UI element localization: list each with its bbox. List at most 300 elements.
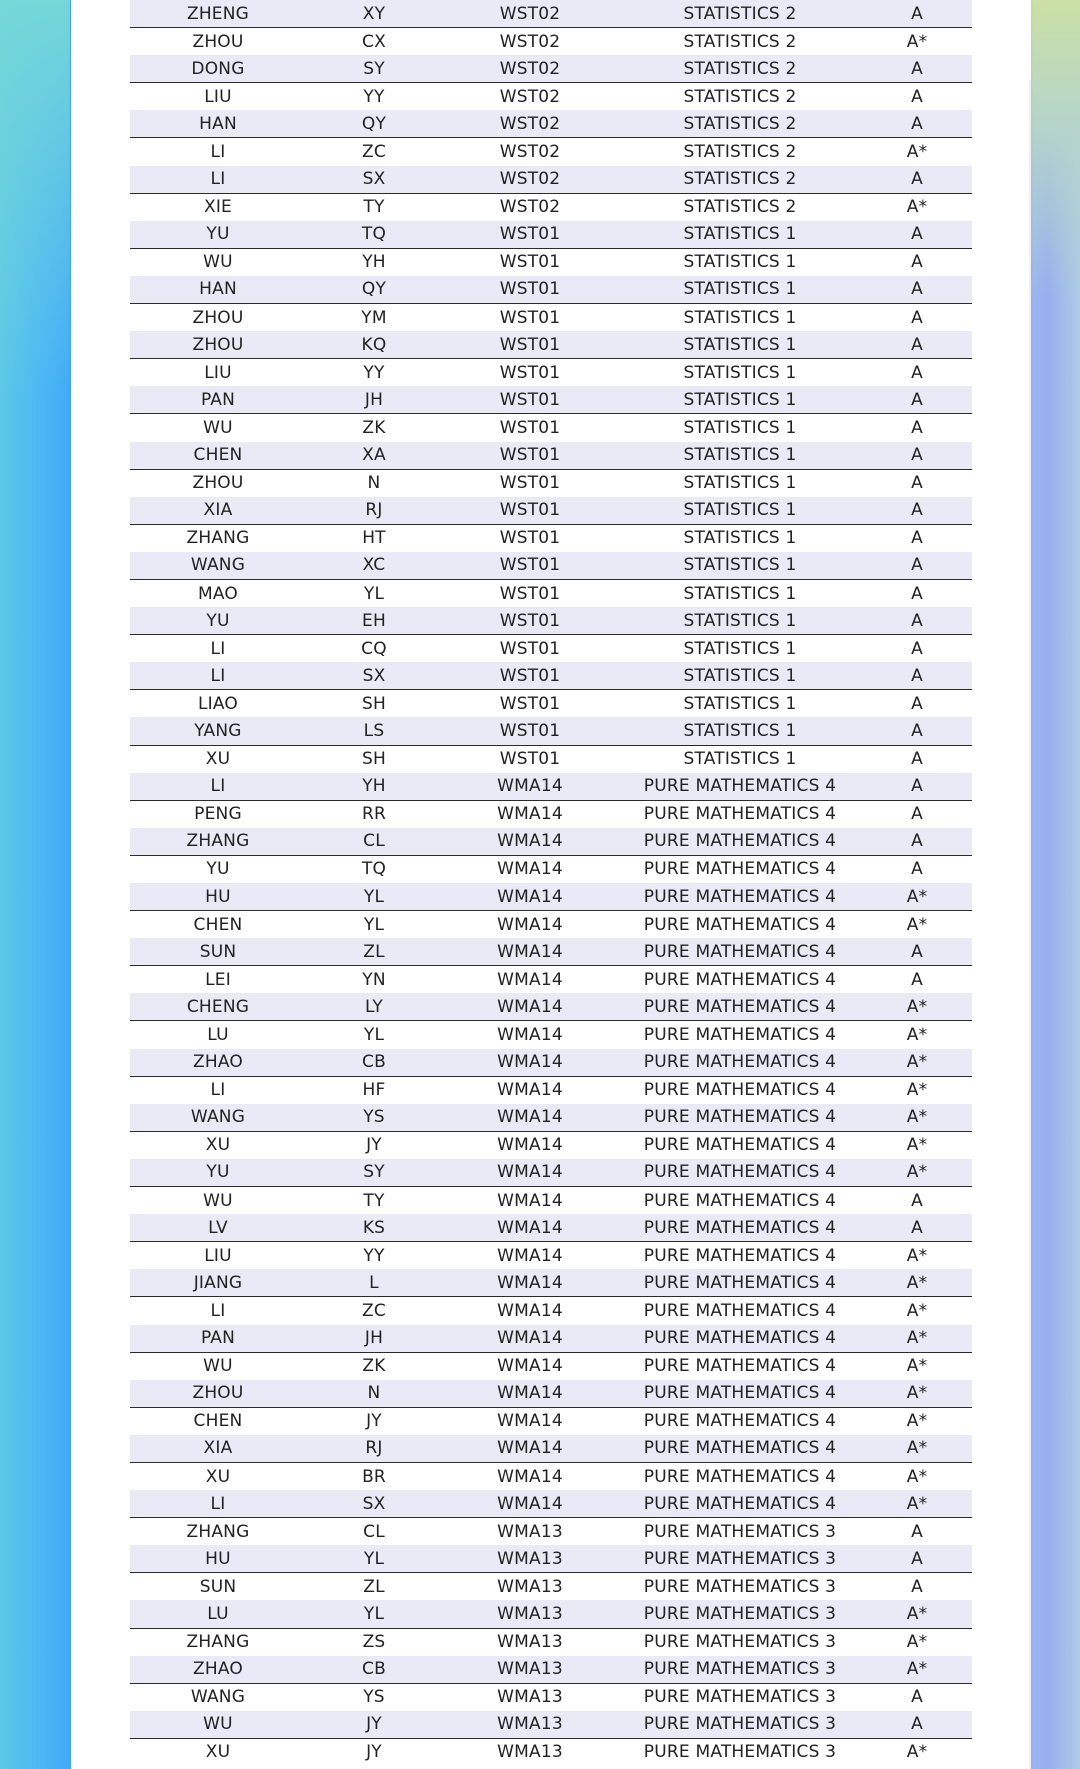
unit-code-cell: WMA14 — [497, 1162, 563, 1183]
initials-cell: YY — [306, 359, 442, 387]
grade-cell: A — [862, 469, 972, 497]
table-row — [130, 28, 972, 56]
table-row — [130, 800, 972, 828]
table-row — [130, 110, 972, 138]
table-row — [130, 1076, 972, 1104]
subject-cell: STATISTICS 1 — [618, 635, 862, 663]
unit-code-cell: WMA13 — [442, 1628, 618, 1656]
grade-cell: A* — [906, 886, 928, 907]
initials-cell: SY — [363, 58, 385, 79]
table-row — [130, 414, 972, 442]
subject-cell: STATISTICS 2 — [618, 83, 862, 111]
surname-cell: XU — [130, 1738, 306, 1766]
initials-cell: TQ — [361, 224, 387, 245]
unit-code-cell: WMA14 — [442, 855, 618, 883]
results-table-body — [130, 0, 972, 1766]
unit-code-cell: WST01 — [442, 524, 618, 552]
surname-cell: YU — [206, 610, 230, 631]
table-row — [130, 524, 972, 552]
grade-cell: A — [862, 248, 972, 276]
unit-code-cell: WST01 — [442, 690, 618, 718]
initials-cell: ZK — [306, 1352, 442, 1380]
grade-cell: A* — [862, 1297, 972, 1325]
surname-cell: XIA — [203, 1438, 233, 1459]
initials-cell: YN — [306, 966, 442, 994]
surname-cell: JIANG — [193, 1272, 243, 1293]
subject-cell: PURE MATHEMATICS 4 — [643, 1438, 837, 1459]
subject-cell: PURE MATHEMATICS 4 — [618, 1021, 862, 1049]
initials-cell: XY — [362, 3, 386, 24]
table-row — [130, 331, 972, 359]
surname-cell: LIU — [130, 1242, 306, 1270]
surname-cell: WU — [130, 1187, 306, 1215]
unit-code-cell: WST01 — [499, 610, 561, 631]
grade-cell: A* — [862, 1021, 972, 1049]
grade-cell: A — [862, 1683, 972, 1711]
initials-cell: RR — [306, 800, 442, 828]
grade-cell: A — [911, 665, 923, 686]
table-row — [130, 359, 972, 387]
surname-cell: ZHANG — [130, 524, 306, 552]
table-row — [130, 138, 972, 166]
subject-cell: STATISTICS 1 — [618, 745, 862, 773]
unit-code-cell: WMA14 — [497, 1328, 563, 1349]
grade-cell: A — [911, 279, 923, 300]
unit-code-cell: WST02 — [442, 138, 618, 166]
table-row — [130, 304, 972, 332]
unit-code-cell: WMA14 — [497, 886, 563, 907]
surname-cell: CHEN — [130, 911, 306, 939]
initials-cell: JY — [306, 1131, 442, 1159]
grade-cell: A — [911, 58, 923, 79]
initials-cell: YY — [306, 1242, 442, 1270]
surname-cell: WANG — [190, 1107, 246, 1128]
subject-cell: PURE MATHEMATICS 4 — [618, 1187, 862, 1215]
grade-cell: A — [911, 169, 923, 190]
subject-cell: PURE MATHEMATICS 4 — [643, 1052, 837, 1073]
surname-cell: ZHANG — [130, 1518, 306, 1546]
table-row — [130, 552, 972, 580]
subject-cell: STATISTICS 1 — [683, 720, 797, 741]
unit-code-cell: WST01 — [442, 248, 618, 276]
initials-cell: YH — [362, 776, 386, 797]
unit-code-cell: WMA13 — [442, 1738, 618, 1766]
subject-cell: PURE MATHEMATICS 4 — [643, 996, 837, 1017]
grade-cell: A* — [906, 1107, 928, 1128]
surname-cell: XU — [130, 745, 306, 773]
unit-code-cell: WST01 — [442, 359, 618, 387]
unit-code-cell: WST01 — [499, 279, 561, 300]
surname-cell: XU — [130, 1131, 306, 1159]
subject-cell: PURE MATHEMATICS 4 — [643, 831, 837, 852]
surname-cell: LEI — [130, 966, 306, 994]
table-row — [130, 1297, 972, 1325]
grade-cell: A — [862, 414, 972, 442]
subject-cell: STATISTICS 1 — [683, 665, 797, 686]
surname-cell: LI — [210, 1493, 226, 1514]
surname-cell: ZHAO — [193, 1052, 243, 1073]
unit-code-cell: WMA13 — [497, 1548, 563, 1569]
subject-cell: PURE MATHEMATICS 4 — [618, 1352, 862, 1380]
unit-code-cell: WST01 — [442, 745, 618, 773]
surname-cell: HU — [205, 1548, 231, 1569]
subject-cell: STATISTICS 2 — [683, 169, 797, 190]
subject-cell: STATISTICS 1 — [618, 690, 862, 718]
unit-code-cell: WMA14 — [497, 941, 563, 962]
table-row — [130, 1021, 972, 1049]
grade-cell: A* — [906, 1272, 928, 1293]
grade-cell: A* — [862, 1462, 972, 1490]
subject-cell: PURE MATHEMATICS 3 — [618, 1573, 862, 1601]
initials-cell: CL — [306, 1518, 442, 1546]
initials-cell: YM — [306, 304, 442, 332]
initials-cell: JY — [366, 1714, 382, 1735]
unit-code-cell: WMA14 — [442, 1407, 618, 1435]
unit-code-cell: WMA14 — [442, 966, 618, 994]
subject-cell: STATISTICS 1 — [683, 445, 797, 466]
initials-cell: YH — [306, 248, 442, 276]
grade-cell: A — [911, 720, 923, 741]
initials-cell: N — [306, 469, 442, 497]
table-row — [130, 1407, 972, 1435]
unit-code-cell: WMA14 — [497, 1217, 563, 1238]
initials-cell: JH — [364, 389, 384, 410]
table-row — [130, 993, 972, 1021]
unit-code-cell: WST01 — [499, 445, 561, 466]
table-row — [130, 469, 972, 497]
unit-code-cell: WMA14 — [497, 1383, 563, 1404]
grade-cell: A — [911, 776, 923, 797]
table-row — [130, 1738, 972, 1766]
unit-code-cell: WST01 — [499, 389, 561, 410]
grade-cell: A — [862, 359, 972, 387]
surname-cell: LI — [130, 635, 306, 663]
initials-cell: CX — [306, 28, 442, 56]
surname-cell: ZHOU — [130, 28, 306, 56]
surname-cell: DONG — [191, 58, 245, 79]
surname-cell: WU — [130, 414, 306, 442]
initials-cell: CB — [362, 1659, 386, 1680]
subject-cell: STATISTICS 1 — [683, 500, 797, 521]
initials-cell: SH — [306, 690, 442, 718]
subject-cell: PURE MATHEMATICS 4 — [643, 1162, 837, 1183]
unit-code-cell: WST01 — [499, 500, 561, 521]
subject-cell: STATISTICS 1 — [618, 304, 862, 332]
table-row — [130, 1049, 972, 1077]
surname-cell: HAN — [199, 279, 237, 300]
table-row — [130, 1435, 972, 1463]
subject-cell: STATISTICS 2 — [618, 28, 862, 56]
subject-cell: STATISTICS 1 — [683, 279, 797, 300]
initials-cell: TY — [306, 1187, 442, 1215]
unit-code-cell: WMA13 — [442, 1518, 618, 1546]
initials-cell: KS — [362, 1217, 386, 1238]
table-row — [130, 745, 972, 773]
grade-cell: A* — [862, 1352, 972, 1380]
table-row — [130, 1600, 972, 1628]
grade-cell: A* — [906, 1383, 928, 1404]
unit-code-cell: WST02 — [499, 169, 561, 190]
grade-cell: A — [911, 224, 923, 245]
surname-cell: LI — [130, 138, 306, 166]
grade-cell: A — [862, 304, 972, 332]
unit-code-cell: WST01 — [442, 414, 618, 442]
unit-code-cell: WST02 — [499, 113, 561, 134]
unit-code-cell: WMA13 — [497, 1603, 563, 1624]
subject-cell: PURE MATHEMATICS 4 — [618, 1076, 862, 1104]
surname-cell: ZHOU — [192, 1383, 244, 1404]
initials-cell: YS — [363, 1107, 385, 1128]
table-row — [130, 221, 972, 249]
unit-code-cell: WMA14 — [442, 800, 618, 828]
initials-cell: KQ — [361, 334, 387, 355]
grade-cell: A — [862, 745, 972, 773]
grade-cell: A* — [906, 996, 928, 1017]
surname-cell: MAO — [130, 579, 306, 607]
page-edge — [1029, 80, 1031, 1769]
grade-cell: A* — [862, 1628, 972, 1656]
surname-cell: SUN — [199, 941, 237, 962]
unit-code-cell: WST02 — [499, 3, 561, 24]
initials-cell: ZK — [306, 414, 442, 442]
grade-cell: A — [911, 610, 923, 631]
grade-cell: A* — [906, 1493, 928, 1514]
subject-cell: PURE MATHEMATICS 4 — [643, 1272, 837, 1293]
surname-cell: LIAO — [130, 690, 306, 718]
grade-cell: A* — [906, 1162, 928, 1183]
surname-cell: ZHANG — [130, 1628, 306, 1656]
grade-cell: A — [862, 855, 972, 883]
surname-cell: ZHAO — [193, 1659, 243, 1680]
initials-cell: ZC — [306, 138, 442, 166]
surname-cell: LI — [130, 1297, 306, 1325]
surname-cell: CHEN — [193, 445, 243, 466]
initials-cell: LS — [363, 720, 385, 741]
surname-cell: WU — [130, 248, 306, 276]
grade-cell: A* — [862, 911, 972, 939]
grade-cell: A — [911, 1548, 923, 1569]
initials-cell: ZS — [306, 1628, 442, 1656]
table-row — [130, 773, 972, 801]
table-row — [130, 1159, 972, 1187]
surname-cell: CHEN — [130, 1407, 306, 1435]
unit-code-cell: WMA14 — [442, 1242, 618, 1270]
surname-cell: HAN — [199, 113, 237, 134]
unit-code-cell: WMA14 — [442, 1297, 618, 1325]
initials-cell: SX — [362, 1493, 386, 1514]
unit-code-cell: WMA13 — [442, 1683, 618, 1711]
unit-code-cell: WMA13 — [497, 1659, 563, 1680]
unit-code-cell: WMA14 — [442, 1462, 618, 1490]
subject-cell: STATISTICS 1 — [618, 469, 862, 497]
table-row — [130, 1656, 972, 1684]
initials-cell: YY — [306, 83, 442, 111]
unit-code-cell: WST02 — [499, 58, 561, 79]
initials-cell: N — [367, 1383, 381, 1404]
table-row — [130, 607, 972, 635]
surname-cell: LU — [207, 1603, 229, 1624]
subject-cell: PURE MATHEMATICS 4 — [643, 886, 837, 907]
grade-cell: A — [911, 445, 923, 466]
unit-code-cell: WMA14 — [497, 831, 563, 852]
subject-cell: PURE MATHEMATICS 3 — [618, 1628, 862, 1656]
unit-code-cell: WMA14 — [442, 1076, 618, 1104]
table-row — [130, 1269, 972, 1297]
grade-cell: A* — [862, 138, 972, 166]
grade-cell: A* — [862, 1407, 972, 1435]
unit-code-cell: WST01 — [442, 469, 618, 497]
subject-cell: STATISTICS 1 — [618, 579, 862, 607]
unit-code-cell: WMA14 — [442, 1352, 618, 1380]
table-row — [130, 1104, 972, 1132]
table-row — [130, 1490, 972, 1518]
initials-cell: QY — [361, 279, 387, 300]
initials-cell: YL — [306, 1021, 442, 1049]
subject-cell: PURE MATHEMATICS 3 — [643, 1603, 837, 1624]
unit-code-cell: WMA14 — [442, 1021, 618, 1049]
subject-cell: PURE MATHEMATICS 4 — [618, 800, 862, 828]
unit-code-cell: WMA14 — [497, 1052, 563, 1073]
initials-cell: CQ — [306, 635, 442, 663]
initials-cell: YS — [306, 1683, 442, 1711]
grade-cell: A — [911, 500, 923, 521]
subject-cell: STATISTICS 2 — [683, 58, 797, 79]
unit-code-cell: WMA14 — [497, 1272, 563, 1293]
initials-cell: TQ — [306, 855, 442, 883]
table-row — [130, 55, 972, 83]
grade-cell: A* — [862, 1076, 972, 1104]
initials-cell: YL — [306, 911, 442, 939]
surname-cell: LI — [130, 1076, 306, 1104]
initials-cell: QY — [361, 113, 387, 134]
unit-code-cell: WST01 — [499, 224, 561, 245]
initials-cell: JY — [306, 1407, 442, 1435]
subject-cell: PURE MATHEMATICS 4 — [618, 1242, 862, 1270]
grade-cell: A — [862, 690, 972, 718]
surname-cell: WANG — [190, 555, 246, 576]
grade-cell: A — [911, 555, 923, 576]
subject-cell: PURE MATHEMATICS 4 — [618, 1407, 862, 1435]
surname-cell: XIE — [130, 193, 306, 221]
initials-cell: ZL — [306, 1573, 442, 1601]
initials-cell: L — [369, 1272, 379, 1293]
initials-cell: SX — [362, 169, 386, 190]
surname-cell: WU — [130, 1352, 306, 1380]
unit-code-cell: WST01 — [442, 304, 618, 332]
grade-cell: A* — [906, 1052, 928, 1073]
table-row — [130, 911, 972, 939]
grade-cell: A — [911, 831, 923, 852]
table-row — [130, 1573, 972, 1601]
subject-cell: STATISTICS 1 — [683, 224, 797, 245]
subject-cell: STATISTICS 1 — [618, 524, 862, 552]
subject-cell: STATISTICS 1 — [683, 389, 797, 410]
table-row — [130, 1462, 972, 1490]
initials-cell: XA — [362, 445, 386, 466]
surname-cell: YU — [206, 224, 230, 245]
table-row — [130, 1545, 972, 1573]
initials-cell: EH — [362, 610, 386, 631]
surname-cell: ZHANG — [186, 831, 250, 852]
grade-cell: A* — [862, 1131, 972, 1159]
unit-code-cell: WST01 — [442, 635, 618, 663]
grade-cell: A* — [862, 28, 972, 56]
surname-cell: YU — [206, 1162, 230, 1183]
initials-cell: LY — [365, 996, 383, 1017]
unit-code-cell: WST02 — [442, 83, 618, 111]
grade-cell: A — [911, 334, 923, 355]
table-row — [130, 579, 972, 607]
subject-cell: PURE MATHEMATICS 4 — [618, 855, 862, 883]
table-row — [130, 883, 972, 911]
initials-cell: YL — [363, 1548, 385, 1569]
subject-cell: PURE MATHEMATICS 4 — [643, 941, 837, 962]
table-row — [130, 1352, 972, 1380]
unit-code-cell: WMA14 — [497, 1107, 563, 1128]
unit-code-cell: WMA14 — [442, 911, 618, 939]
grade-cell: A — [862, 524, 972, 552]
initials-cell: TY — [306, 193, 442, 221]
initials-cell: YL — [363, 886, 385, 907]
surname-cell: ZHENG — [186, 3, 250, 24]
table-row — [130, 1187, 972, 1215]
subject-cell: PURE MATHEMATICS 3 — [618, 1518, 862, 1546]
initials-cell: SY — [363, 1162, 385, 1183]
surname-cell: YANG — [194, 720, 242, 741]
grade-cell: A — [862, 1573, 972, 1601]
surname-cell: YU — [130, 855, 306, 883]
subject-cell: PURE MATHEMATICS 4 — [643, 1217, 837, 1238]
grade-cell: A* — [906, 1603, 928, 1624]
unit-code-cell: WMA14 — [497, 1438, 563, 1459]
surname-cell: ZHOU — [130, 304, 306, 332]
grade-cell: A — [862, 579, 972, 607]
subject-cell: PURE MATHEMATICS 4 — [643, 1383, 837, 1404]
grade-cell: A* — [906, 1328, 928, 1349]
surname-cell: LU — [130, 1021, 306, 1049]
unit-code-cell: WST01 — [499, 720, 561, 741]
subject-cell: STATISTICS 2 — [618, 138, 862, 166]
subject-cell: STATISTICS 1 — [618, 248, 862, 276]
subject-cell: STATISTICS 1 — [618, 359, 862, 387]
subject-cell: STATISTICS 1 — [683, 555, 797, 576]
initials-cell: SH — [306, 745, 442, 773]
grade-cell: A — [911, 389, 923, 410]
background-glow-left — [0, 0, 70, 400]
table-row — [130, 248, 972, 276]
subject-cell: PURE MATHEMATICS 3 — [643, 1659, 837, 1680]
surname-cell: PAN — [200, 1328, 236, 1349]
surname-cell: LI — [210, 776, 226, 797]
grade-cell: A — [911, 3, 923, 24]
unit-code-cell: WST02 — [442, 193, 618, 221]
subject-cell: PURE MATHEMATICS 4 — [618, 966, 862, 994]
subject-cell: PURE MATHEMATICS 4 — [643, 776, 837, 797]
initials-cell: SX — [362, 665, 386, 686]
subject-cell: PURE MATHEMATICS 4 — [618, 1297, 862, 1325]
subject-cell: PURE MATHEMATICS 3 — [618, 1683, 862, 1711]
grade-cell: A — [862, 1518, 972, 1546]
surname-cell: PAN — [200, 389, 236, 410]
grade-cell: A* — [906, 1438, 928, 1459]
surname-cell: ZHOU — [130, 469, 306, 497]
unit-code-cell: WST01 — [499, 665, 561, 686]
table-row — [130, 1131, 972, 1159]
unit-code-cell: WMA14 — [442, 1187, 618, 1215]
subject-cell: STATISTICS 2 — [618, 193, 862, 221]
initials-cell: RJ — [365, 1438, 383, 1459]
subject-cell: STATISTICS 1 — [618, 414, 862, 442]
